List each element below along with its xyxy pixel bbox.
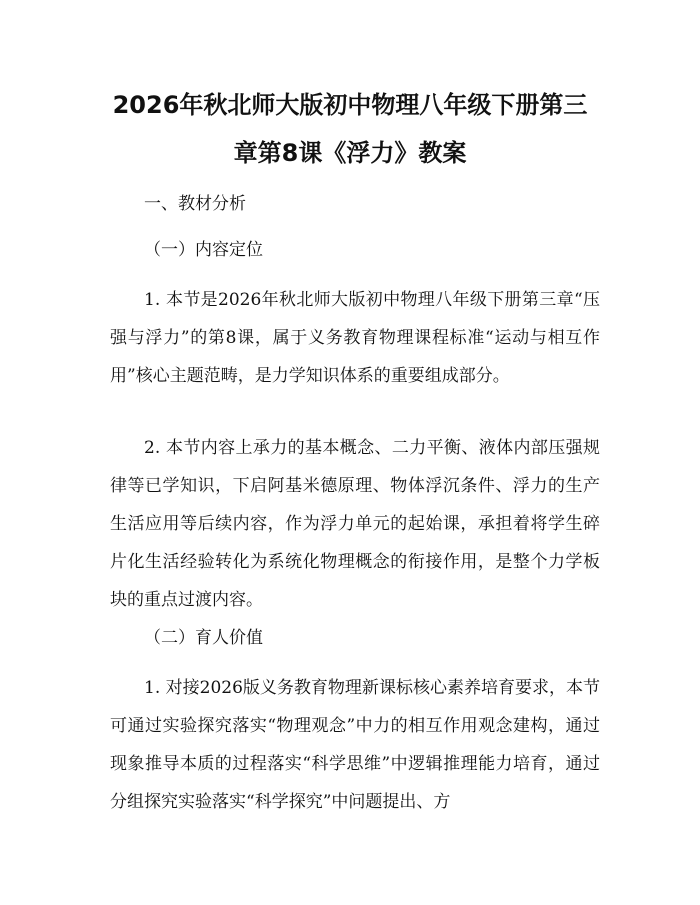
paragraph-2: 2. 本节内容上承力的基本概念、二力平衡、液体内部压强规律等已学知识，下启阿基米德原理、物体浮沉条件、浮力的生产生活应用等后续内容，作为浮力单元的起始课，承担着将学生碎片化生活经验转化为系统化物理概念的衔接作用，是整个力学板块的重点过渡内容。: [110, 438, 600, 610]
paragraph-3: 1. 对接2026版义务教育物理新课标核心素养培育要求，本节可通过实验探究落实“物理观念”中力的相互作用观念建构，通过现象推导本质的过程落实“科学思维”中逻辑推理能力培育，通过分组探究实验落实“科学探究”中问题提出、方: [110, 678, 600, 812]
subsection-heading-content-positioning: （一）内容定位: [144, 240, 263, 260]
subsection-heading-educational-value: （二）育人价值: [144, 628, 263, 648]
paragraph-1: 1. 本节是2026年秋北师大版初中物理八年级下册第三章“压强与浮力”的第8课，属于义务教育物理课程标准“运动与相互作用”核心主题范畴，是力学知识体系的重要组成部分。: [110, 290, 600, 386]
section-heading-textbook-analysis: 一、教材分析: [144, 194, 246, 214]
document-title-line-1: 2026年秋北师大版初中物理八年级下册第三: [112, 91, 588, 119]
document-title-line-2: 章第8课《浮力》教案: [233, 139, 467, 167]
